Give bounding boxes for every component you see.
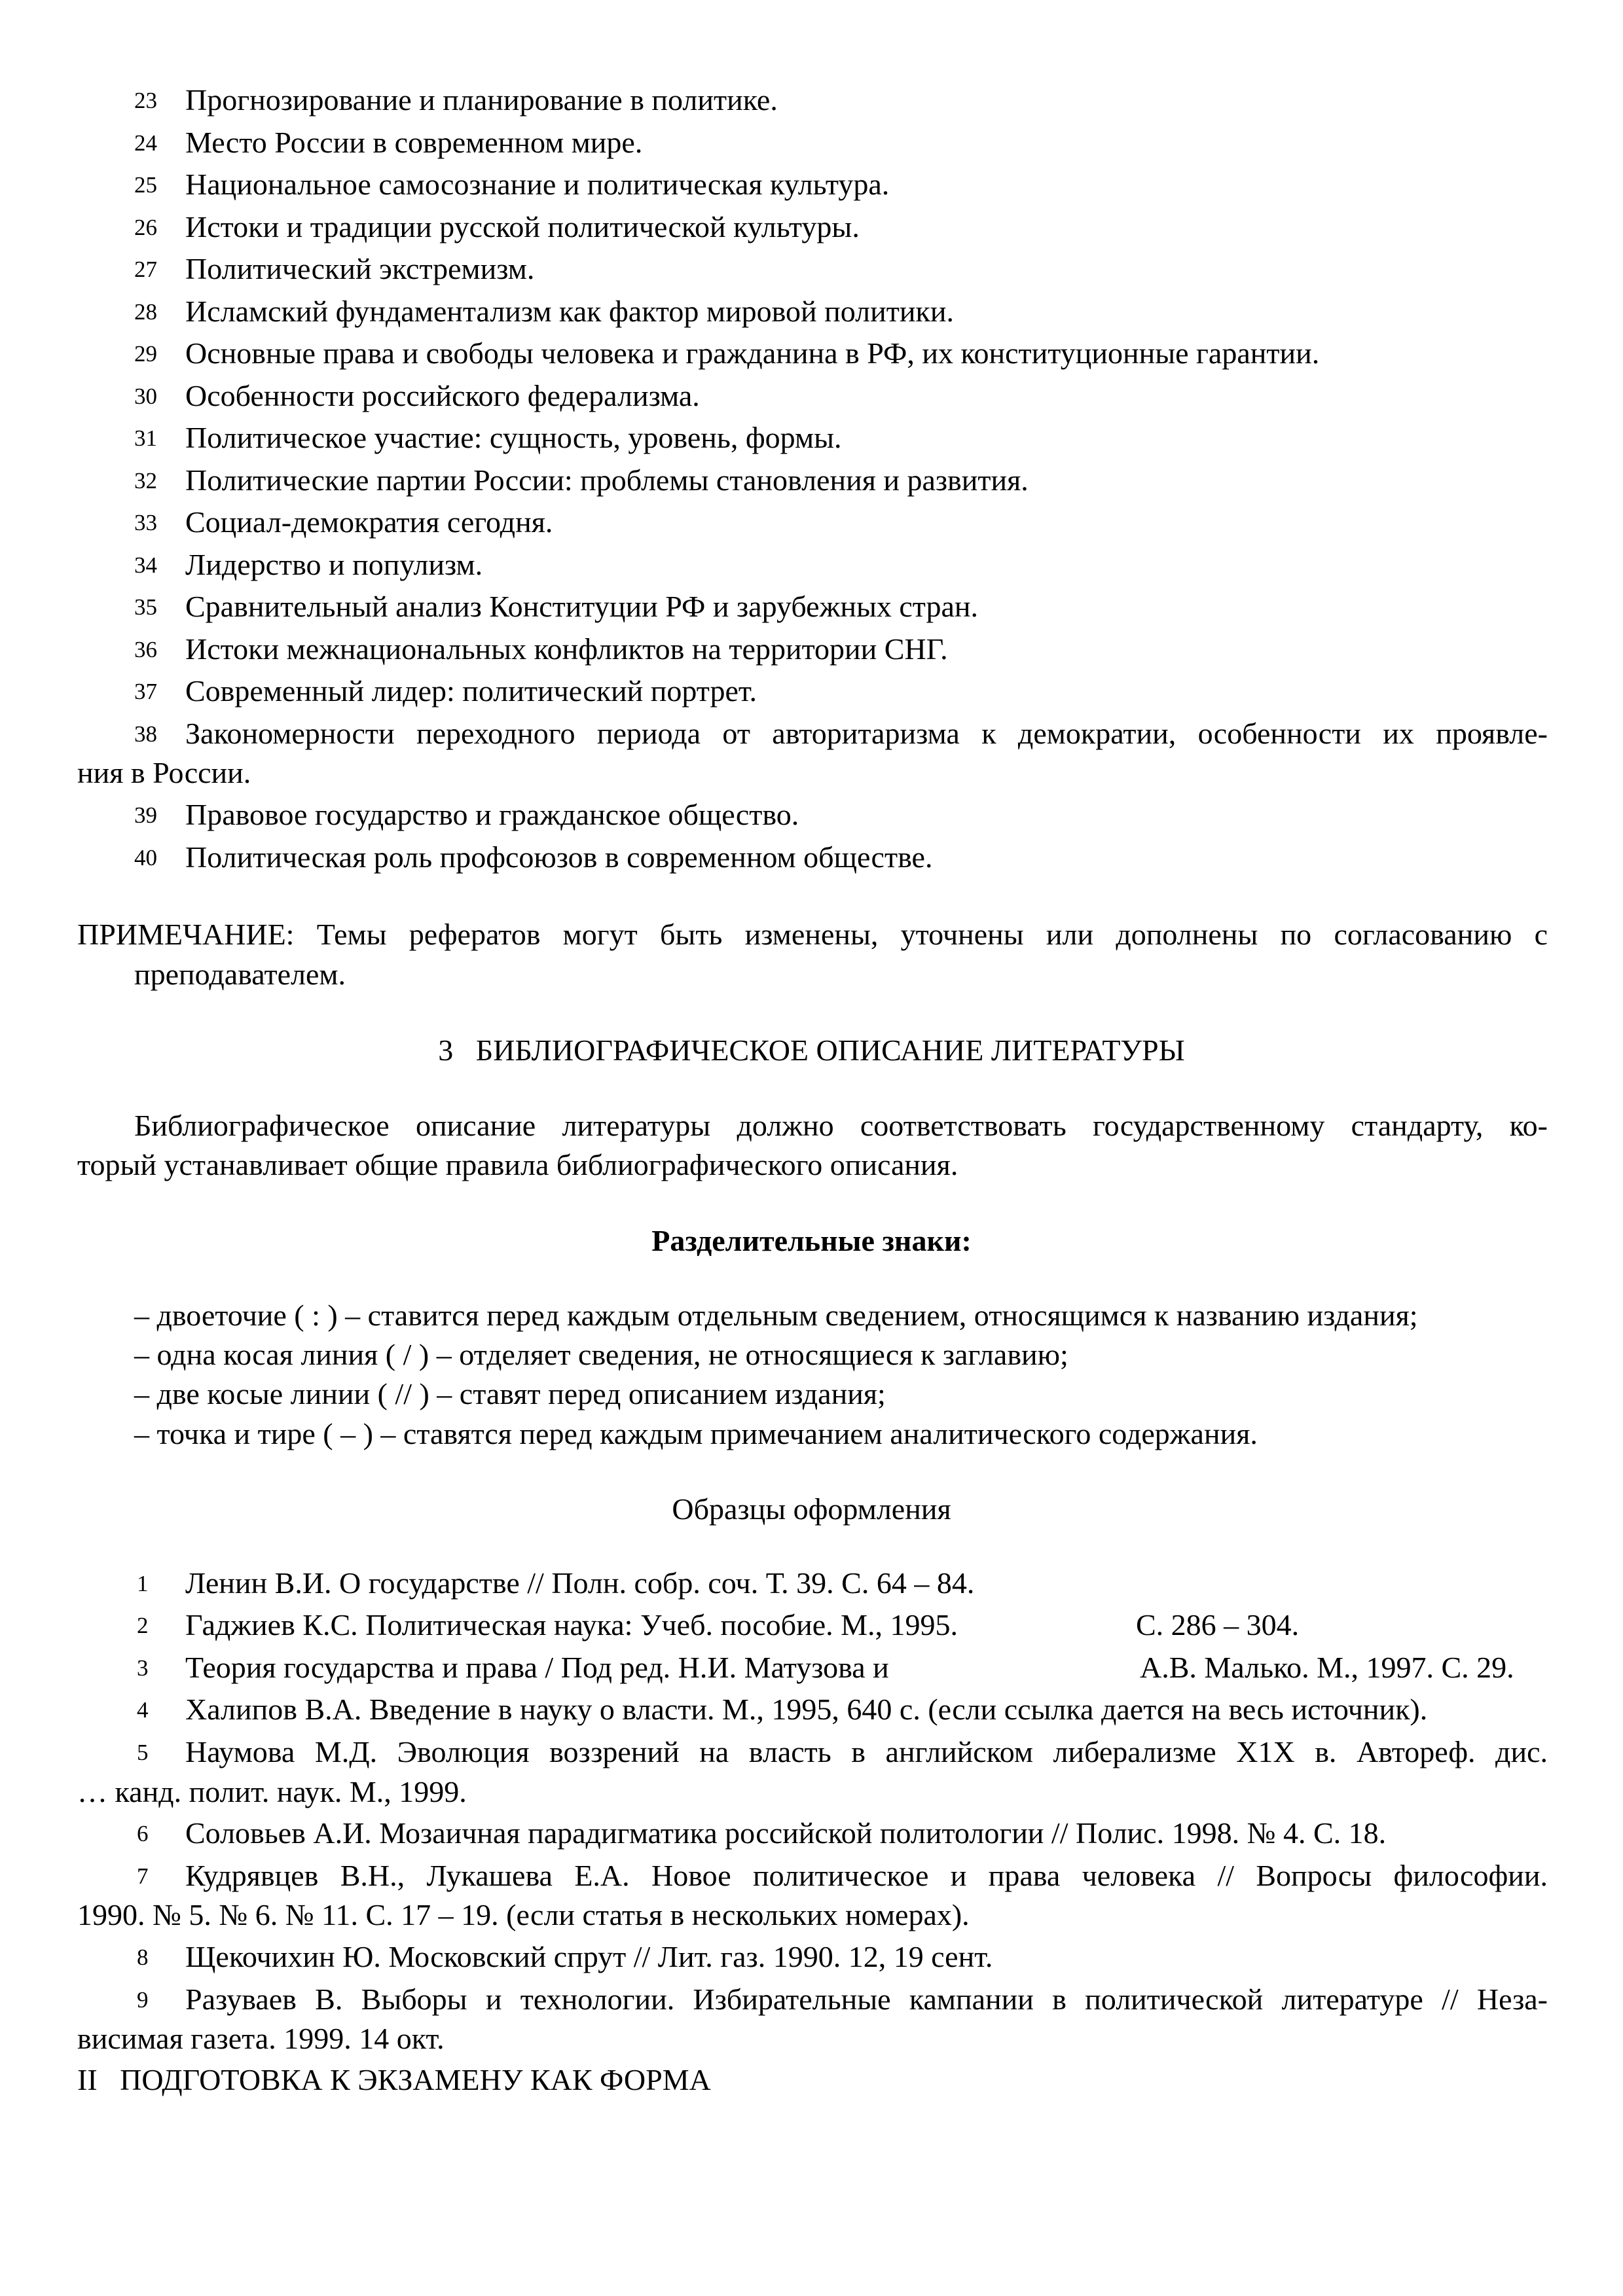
sample-text-tail: А.В. Малько. М., 1997. С. 29. [1140, 1651, 1514, 1684]
topic-text: Современный лидер: политический портрет. [185, 674, 757, 708]
topic-number: 29 [134, 341, 157, 367]
samples-heading: Образцы оформления [672, 1492, 951, 1526]
section-heading [0, 1035, 1623, 1066]
topic-number: 31 [134, 425, 157, 451]
sample-text-continued: … канд. полит. наук. М., 1999. [77, 1775, 467, 1808]
sample-number: 6 [137, 1821, 149, 1846]
section-number: 3 [438, 1033, 454, 1067]
sample-text: Наумова М.Д. Эволюция воззрений на власть в английском либерализме X1X в. Автореф. дис. [185, 1735, 1548, 1768]
sample-number: 1 [137, 1571, 149, 1596]
topic-text: Место России в современном мире. [185, 126, 643, 159]
sample-number: 4 [137, 1697, 149, 1723]
topic-text: Исламский фундаментализм как фактор мировой политики. [185, 295, 954, 328]
topic-number: 32 [134, 468, 157, 493]
separator-item: – одна косая линия ( / ) – отделяет сведения, не относящиеся к заглавию; [134, 1338, 1068, 1371]
sample-number: 8 [137, 1945, 149, 1970]
topic-number: 23 [134, 88, 157, 113]
topic-text: Особенности российского федерализма. [185, 379, 700, 412]
sample-text: Теория государства и права / Под ред. Н.И. Матузова и [185, 1651, 889, 1684]
section-title: ПОДГОТОВКА К ЭКЗАМЕНУ КАК ФОРМА [120, 2063, 711, 2096]
sample-number: 3 [137, 1655, 149, 1681]
sample-text-tail: С. 286 – 304. [1136, 1608, 1300, 1641]
sample-text-continued: 1990. № 5. № 6. № 11. С. 17 – 19. (если статья в нескольких номерах). [77, 1898, 970, 1931]
topic-text: Политический экстремизм. [185, 252, 535, 285]
sample-text: Разуваев В. Выборы и технологии. Избирательные кампании в политической литературе // Неза- [185, 1982, 1548, 2016]
topic-text-continued: ния в России. [77, 756, 251, 789]
sample-text: Кудрявцев В.Н., Лукашева Е.А. Новое политическое и права человека // Вопросы философии. [185, 1859, 1548, 1892]
topic-text: Политическая роль профсоюзов в современном обществе. [185, 840, 933, 874]
topic-number: 28 [134, 299, 157, 325]
sample-number: 9 [137, 1987, 149, 2013]
sample-number: 7 [137, 1863, 149, 1889]
sample-number: 5 [137, 1740, 149, 1765]
topic-number: 37 [134, 679, 157, 704]
topic-number: 35 [134, 594, 157, 620]
topic-text: Истоки и традиции русской политической культуры. [185, 210, 860, 243]
topic-number: 33 [134, 510, 157, 535]
topic-text: Политические партии России: проблемы становления и развития. [185, 463, 1029, 497]
topic-number: 34 [134, 552, 157, 578]
topic-number: 39 [134, 802, 157, 828]
topic-number: 26 [134, 215, 157, 240]
section-title: БИБЛИОГРАФИЧЕСКОЕ ОПИСАНИЕ ЛИТЕРАТУРЫ [475, 1033, 1185, 1067]
separator-item: – двоеточие ( : ) – ставится перед каждым отдельным сведением, относящимся к названию издания; [134, 1299, 1418, 1332]
topic-number: 27 [134, 257, 157, 282]
topic-text: Основные права и свободы человека и гражданина в РФ, их конституционные гарантии. [185, 336, 1320, 370]
sample-text: Соловьев А.И. Мозаичная парадигматика российской политологии // Полис. 1998. № 4. С. 18. [185, 1816, 1387, 1850]
intro-text-continued: торый устанавливает общие правила библиографического описания. [77, 1148, 958, 1181]
sample-text: Гаджиев К.С. Политическая наука: Учеб. пособие. М., 1995. [185, 1608, 958, 1641]
topic-number: 30 [134, 384, 157, 409]
sample-number: 2 [137, 1613, 149, 1638]
sample-text-continued: висимая газета. 1999. 14 окт. [77, 2022, 445, 2055]
note-text-continued: преподавателем. [134, 958, 346, 991]
topic-text: Политическое участие: сущность, уровень, формы. [185, 421, 842, 454]
section-ii-heading [77, 2065, 711, 2095]
topic-text: Истоки межнациональных конфликтов на территории СНГ. [185, 632, 948, 666]
topic-text: Социал-демократия сегодня. [185, 505, 553, 539]
separators-heading: Разделительные знаки: [651, 1224, 972, 1257]
sample-text: Ленин В.И. О государстве // Полн. собр. соч. Т. 39. С. 64 – 84. [185, 1566, 975, 1600]
topic-number: 40 [134, 845, 157, 870]
sample-text: Халипов В.А. Введение в науку о власти. М., 1995, 640 с. (если ссылка дается на весь источник). [185, 1693, 1428, 1726]
separator-item: – две косые линии ( // ) – ставят перед описанием издания; [134, 1377, 886, 1410]
topic-text: Прогнозирование и планирование в политике. [185, 83, 778, 117]
section-number: II [77, 2063, 98, 2096]
intro-text: Библиографическое описание литературы должно соответствовать государственному стандарту, ко- [134, 1109, 1548, 1142]
topic-number: 36 [134, 637, 157, 662]
sample-text: Щекочихин Ю. Московский спрут // Лит. газ. 1990. 12, 19 сент. [185, 1940, 993, 1973]
topic-number: 24 [134, 130, 157, 156]
topic-text: Лидерство и популизм. [185, 548, 483, 581]
topic-text: Закономерности переходного периода от авторитаризма к демократии, особенности их проявле- [185, 717, 1548, 750]
separator-item: – точка и тире ( – ) – ставятся перед каждым примечанием аналитического содержания. [134, 1417, 1258, 1450]
topic-number: 25 [134, 172, 157, 198]
topic-text: Правовое государство и гражданское общество. [185, 798, 799, 831]
note-text: ПРИМЕЧАНИЕ: Темы рефератов могут быть изменены, уточнены или дополнены по согласованию с [77, 918, 1548, 951]
topic-text: Национальное самосознание и политическая культура. [185, 168, 890, 201]
topic-text: Сравнительный анализ Конституции РФ и зарубежных стран. [185, 590, 979, 623]
topic-number: 38 [134, 721, 157, 747]
